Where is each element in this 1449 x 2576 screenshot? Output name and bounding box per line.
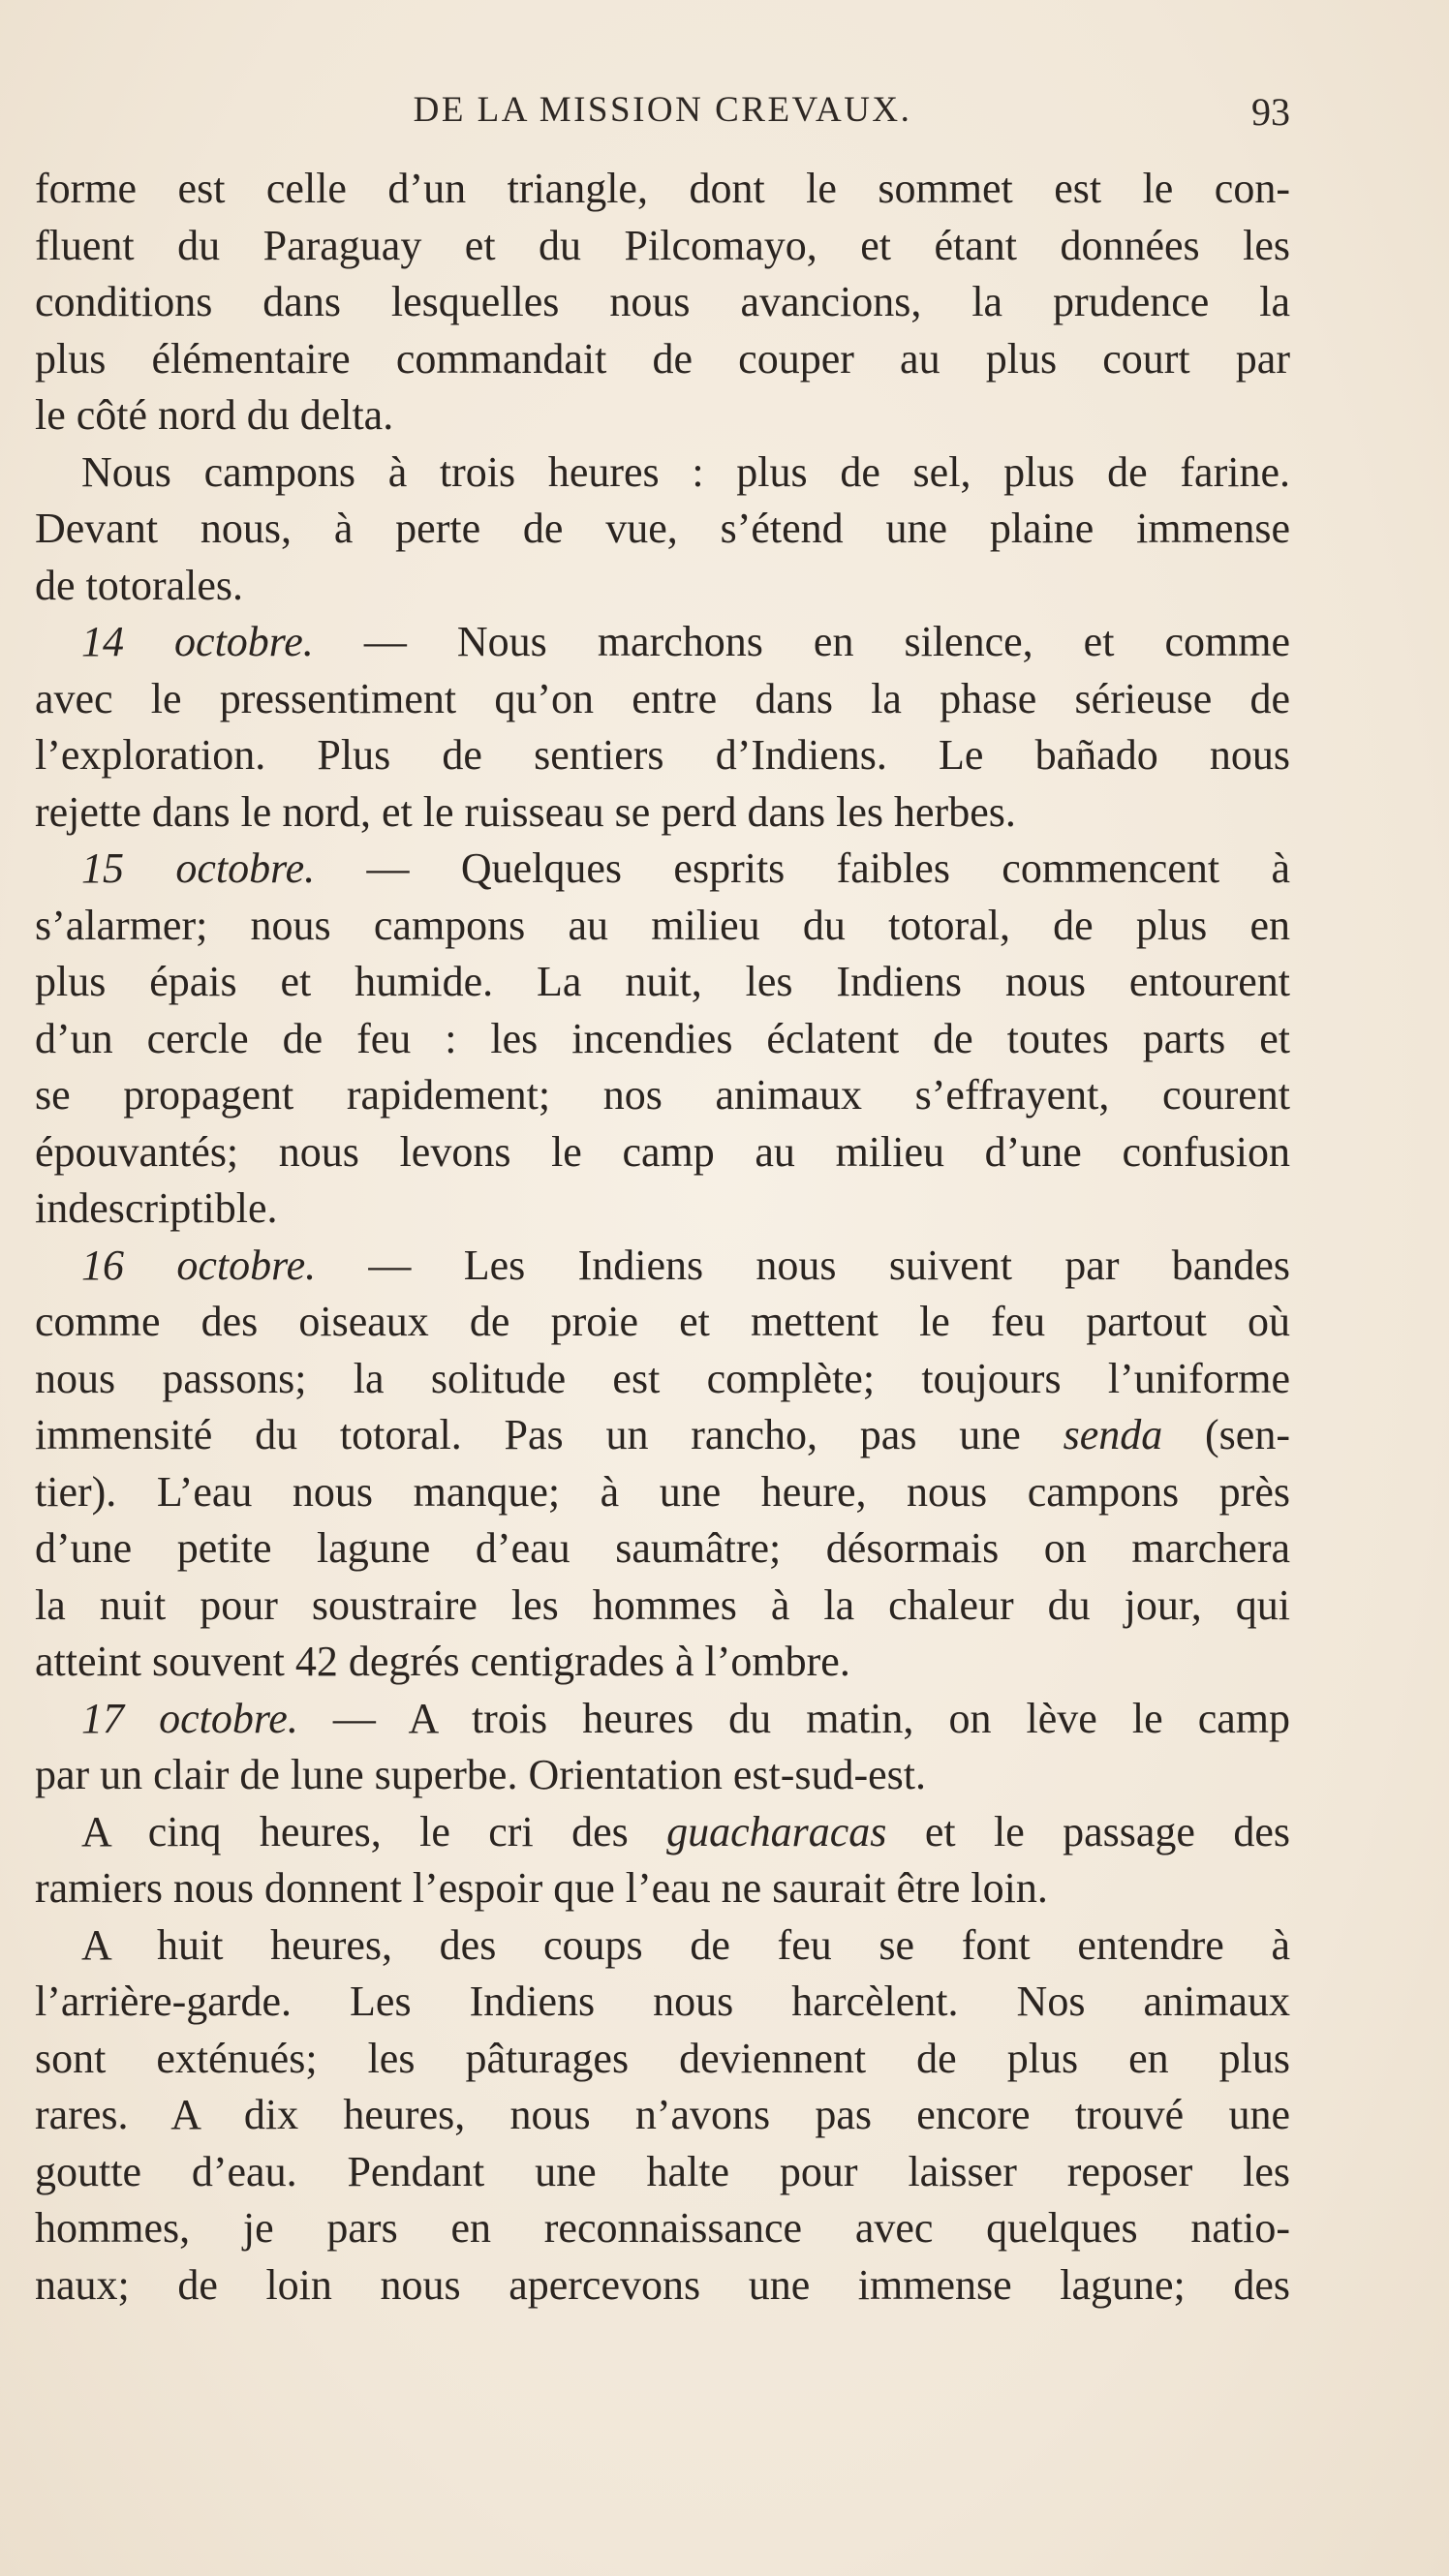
text-line [35, 784, 1290, 842]
line-text: atteint souvent 42 degrés centigrades à l’ombre. [35, 1638, 850, 1685]
text-line [35, 387, 1290, 445]
text-line [35, 274, 1290, 331]
line-text: et le passage des [886, 1807, 1290, 1855]
line-text: plus élémentaire commandait de couper au plus court par [35, 334, 1290, 383]
text-line [35, 1691, 1290, 1748]
line-text: A huit heures, des coups de feu se font entendre à [81, 1920, 1290, 1969]
text-line [35, 1238, 1290, 1295]
body-text [35, 161, 1290, 2314]
text-line [35, 2087, 1290, 2144]
entry-date: 14 octobre. [81, 618, 314, 665]
text-line [35, 2257, 1290, 2315]
italic-term: guacharacas [666, 1807, 887, 1855]
line-text: — Nous marchons en silence, et comme [313, 618, 1290, 665]
entry-date: 16 octobre. [81, 1241, 317, 1289]
text-line [35, 501, 1290, 558]
line-text: hommes, je pars en reconnaissance avec quelques natio- [35, 2204, 1290, 2252]
line-text: de totorales. [35, 561, 244, 609]
line-text: rejette dans le nord, et le ruisseau se perd dans les herbes. [35, 787, 1016, 836]
text-line [35, 1067, 1290, 1124]
text-line [35, 727, 1290, 784]
text-line [35, 558, 1290, 615]
text-line [35, 841, 1290, 898]
text-line [35, 614, 1290, 671]
line-text: d’un cercle de feu : les incendies éclatent de toutes parts et [35, 1014, 1290, 1062]
text-line [35, 1520, 1290, 1578]
text-line [35, 1634, 1290, 1691]
line-text: nous passons; la solitude est complète; toujours l’uniforme [35, 1354, 1290, 1402]
text-line [35, 1124, 1290, 1181]
text-line [35, 671, 1290, 728]
page-header [35, 89, 1290, 147]
text-line [35, 1747, 1290, 1804]
line-text: avec le pressentiment qu’on entre dans la phase sérieuse de [35, 674, 1290, 722]
text-line [35, 161, 1290, 218]
line-text: épouvantés; nous levons le camp au milieu d’une confusion [35, 1127, 1290, 1176]
line-text: immensité du totoral. Pas un rancho, pas une [35, 1411, 1064, 1458]
line-text: comme des oiseaux de proie et mettent le feu partout où [35, 1298, 1290, 1345]
line-text: goutte d’eau. Pendant une halte pour laisser reposer les [35, 2147, 1290, 2195]
line-text: fluent du Paraguay et du Pilcomayo, et étant données les [35, 221, 1290, 269]
line-text: tier). L’eau nous manque; à une heure, nous campons près [35, 1467, 1290, 1516]
line-text: — Quelques esprits faibles commencent à [315, 844, 1290, 892]
text-line [35, 1351, 1290, 1408]
line-text: l’exploration. Plus de sentiers d’Indiens. Le bañado nous [35, 731, 1290, 779]
line-text: s’alarmer; nous campons au milieu du totoral, de plus en [35, 901, 1290, 949]
line-text: la nuit pour soustraire les hommes à la chaleur du jour, qui [35, 1580, 1290, 1629]
line-text: — Les Indiens nous suivent par bandes [316, 1241, 1290, 1289]
line-text: forme est celle d’un triangle, dont le sommet est le con- [35, 165, 1290, 212]
line-text: conditions dans lesquelles nous avancions, la prudence la [35, 278, 1290, 325]
text-line [35, 2200, 1290, 2257]
line-text: rares. A dix heures, nous n’avons pas encore trouvé une [35, 2091, 1290, 2138]
page-number: 93 [1251, 90, 1290, 134]
text-line [35, 898, 1290, 955]
line-text: naux; de loin nous apercevons une immense lagune; des [35, 2260, 1290, 2309]
line-text: plus épais et humide. La nuit, les Indiens nous entourent [35, 958, 1290, 1005]
italic-term: senda [1063, 1411, 1163, 1458]
text-line [35, 1011, 1290, 1068]
text-line [35, 954, 1290, 1011]
line-text: (sen- [1162, 1411, 1290, 1458]
text-line [35, 1181, 1290, 1238]
line-text: d’une petite lagune d’eau saumâtre; désormais on marchera [35, 1524, 1290, 1572]
text-line [35, 1860, 1290, 1917]
text-line [35, 1464, 1290, 1521]
line-text: par un clair de lune superbe. Orientation est-sud-est. [35, 1751, 927, 1798]
text-line [35, 1917, 1290, 1975]
text-line [35, 331, 1290, 388]
line-text: Devant nous, à perte de vue, s’étend une plaine immense [35, 505, 1290, 552]
line-text: Nous campons à trois heures : plus de sel, plus de farine. [81, 447, 1290, 496]
text-line [35, 445, 1290, 502]
line-text: se propagent rapidement; nos animaux s’effrayent, courent [35, 1071, 1290, 1119]
text-line [35, 1974, 1290, 2031]
line-text: A cinq heures, le cri des [81, 1807, 667, 1855]
text-line [35, 2031, 1290, 2088]
line-text: l’arrière-garde. Les Indiens nous harcèlent. Nos animaux [35, 1978, 1290, 2025]
text-line [35, 2144, 1290, 2201]
line-text: ramiers nous donnent l’espoir que l’eau ne saurait être loin. [35, 1864, 1048, 1912]
line-text: indescriptible. [35, 1184, 278, 1232]
text-line [35, 1578, 1290, 1635]
running-title: DE LA MISSION CREVAUX. [413, 90, 912, 130]
text-line [35, 1294, 1290, 1351]
entry-date: 15 octobre. [81, 844, 316, 892]
text-line [35, 1407, 1290, 1464]
text-line [35, 218, 1290, 275]
line-text: le côté nord du delta. [35, 391, 394, 439]
line-text: — A trois heures du matin, on lève le camp [297, 1694, 1290, 1742]
entry-date: 17 octobre. [81, 1694, 298, 1742]
line-text: sont exténués; les pâturages deviennent de plus en plus [35, 2034, 1290, 2082]
text-line [35, 1804, 1290, 1861]
